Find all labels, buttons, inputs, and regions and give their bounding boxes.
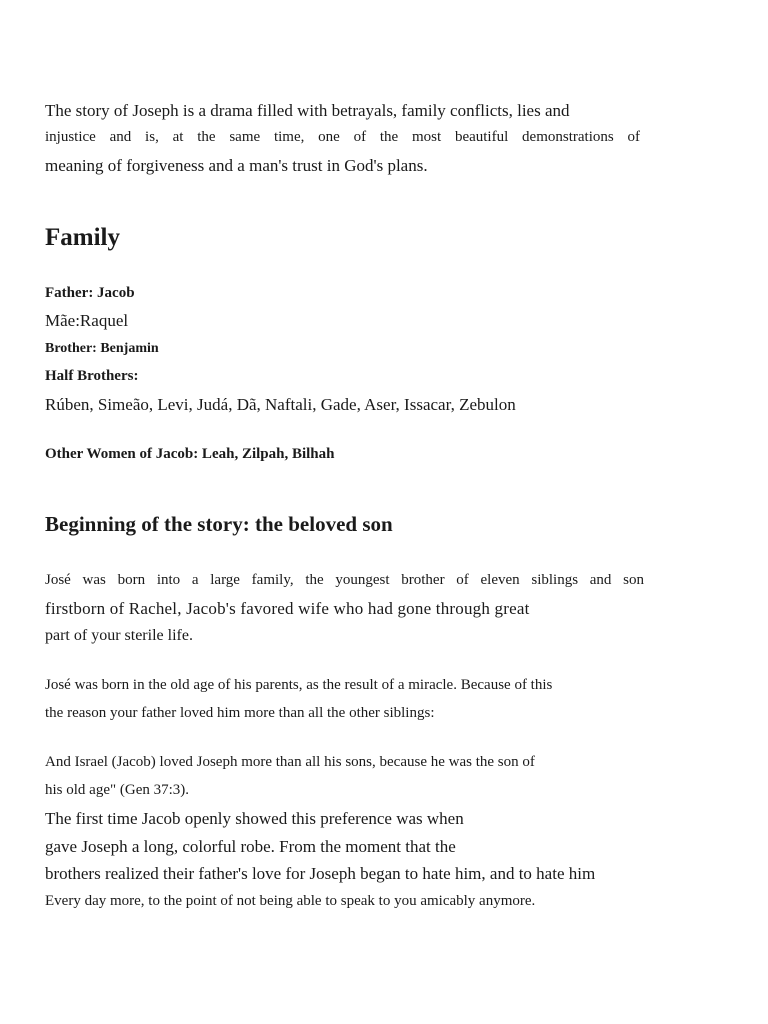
quote-line-2: his old age" (Gen 37:3). [45,782,190,798]
intro-line-3: meaning of forgiveness and a man's trust in God's plans. [45,156,428,175]
family-mother: Mãe:Raquel [45,311,129,330]
beginning-p2-line-1: José was born in the old age of his parents, as the result of a miracle. Because of this [45,677,553,693]
beginning-p3-line-2: gave Joseph a long, colorful robe. From the moment that the [45,837,456,856]
family-half-brothers-list: Rúben, Simeão, Levi, Judá, Dã, Naftali, Gade, Aser, Issacar, Zebulon [45,395,516,414]
family-brother: Brother: Benjamin [45,341,159,356]
quote-line-1: And Israel (Jacob) loved Joseph more than all his sons, because he was the son of [45,754,535,770]
family-other-women: Other Women of Jacob: Leah, Zilpah, Bilhah [45,446,335,462]
beginning-p1-line-1: José was born into a large family, the youngest brother of eleven siblings and son [45,572,644,588]
family-father: Father: Jacob [45,285,135,301]
intro-line-2: injustice and is, at the same time, one of the most beautiful demonstrations of [45,129,640,145]
family-heading: Family [45,224,120,251]
beginning-p1-line-3: part of your sterile life. [45,627,193,644]
intro-line-1: The story of Joseph is a drama filled with betrayals, family conflicts, lies and [45,101,570,120]
beginning-p1-line-2: firstborn of Rachel, Jacob's favored wife who had gone through great [45,599,530,618]
family-half-brothers-label: Half Brothers: [45,368,139,384]
beginning-p3-line-3: brothers realized their father's love for Joseph began to hate him, and to hate him [45,864,596,883]
beginning-p2-line-2: the reason your father loved him more than all the other siblings: [45,705,435,721]
beginning-p3-line-1: The first time Jacob openly showed this preference was when [45,809,464,828]
beginning-p3-line-4: Every day more, to the point of not being able to speak to you amicably anymore. [45,893,536,909]
beginning-heading: Beginning of the story: the beloved son [45,512,393,536]
